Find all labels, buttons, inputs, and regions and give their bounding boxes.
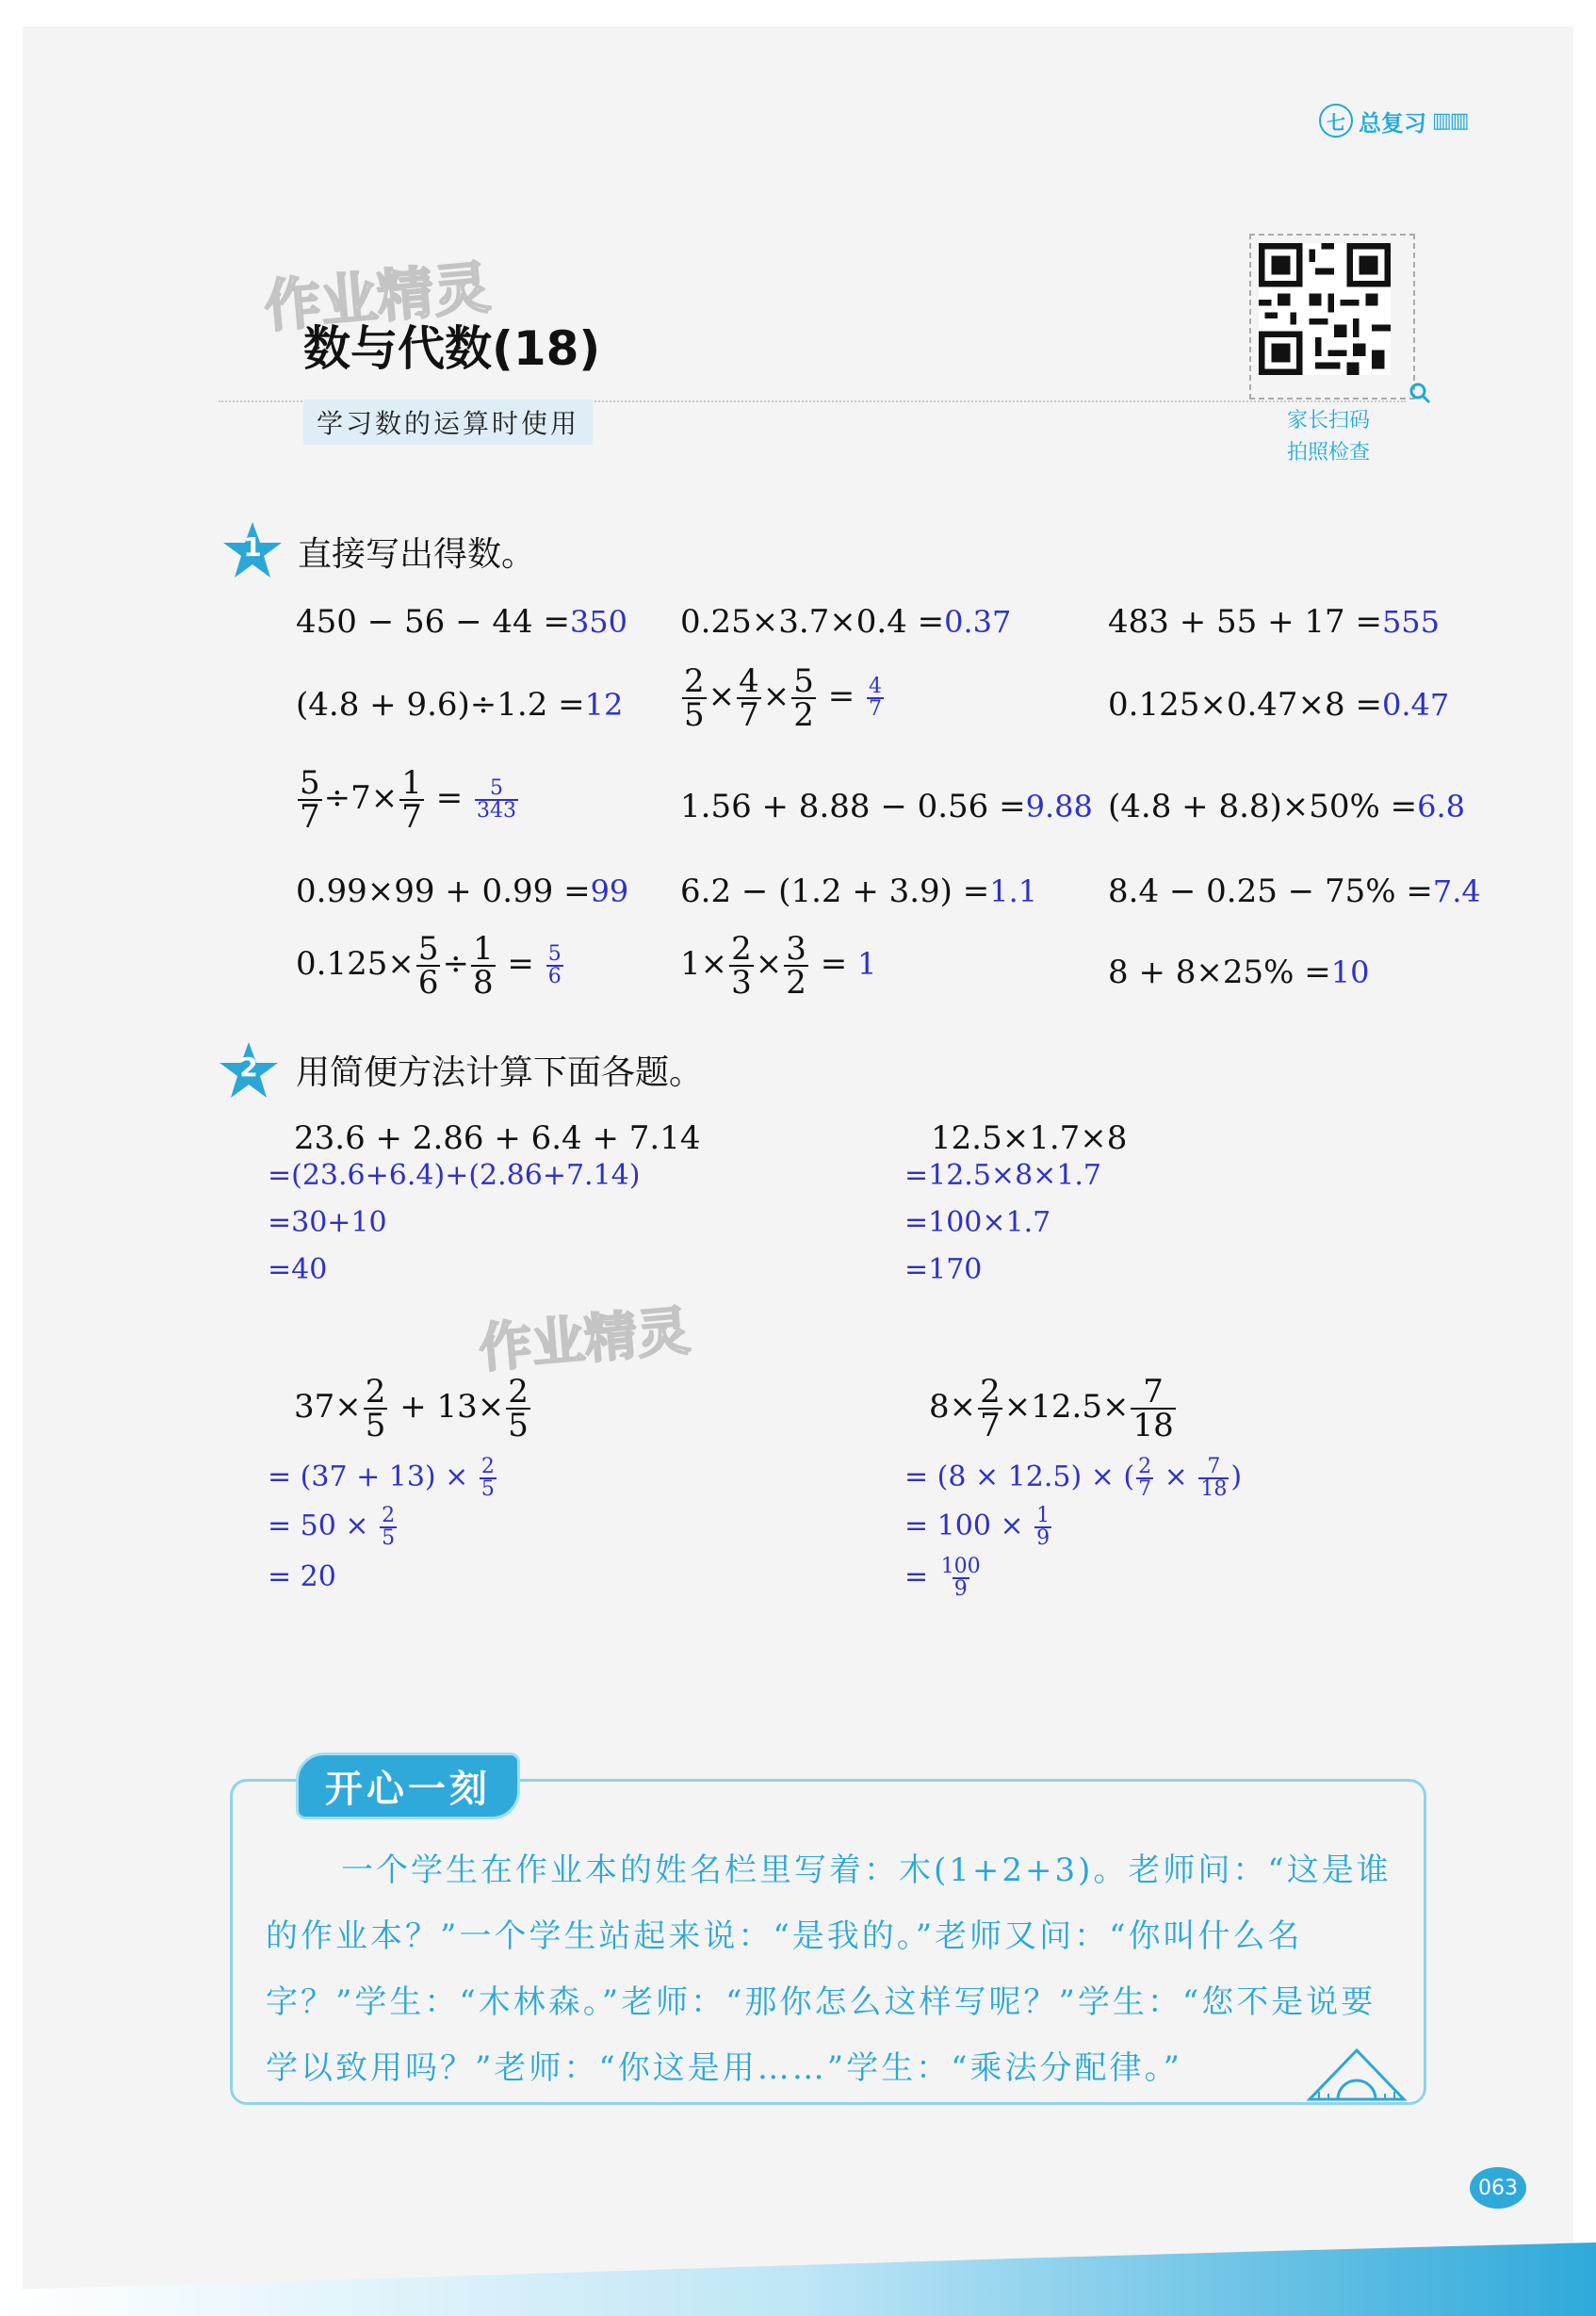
frac-den: 7 bbox=[401, 798, 422, 836]
section-tag bbox=[1319, 104, 1468, 138]
frac-num: 2 bbox=[508, 1373, 529, 1411]
star-icon bbox=[222, 520, 283, 580]
q1-r2c3-expr: 0.125×0.47×8 = bbox=[1108, 686, 1382, 724]
frac-den: 8 bbox=[472, 964, 494, 1002]
frac-den: 7 bbox=[739, 696, 759, 734]
happy-moment-text: 一个学生在作业本的姓名栏里写着：木(1+2+3)。老师问：“这是谁的作业本？”一个学生站起来说：“是我的。”老师又问：“你叫什么名字？”学生：“木林森。”老师：“那你怎么这样写呢？”学生：“您不是说要学以致用吗？”老师：“你这是用……”学生：“乘法分配律。” bbox=[266, 1851, 1392, 2087]
q1-r4c3 bbox=[1108, 873, 1481, 910]
frac-num: 2 bbox=[684, 662, 705, 700]
watermark-middle: 作业精灵 bbox=[476, 1300, 692, 1380]
frac-den: 5 bbox=[365, 1407, 386, 1444]
q1-r5c3-answer: 10 bbox=[1330, 954, 1370, 990]
q1-r1c2 bbox=[680, 603, 1011, 641]
frac-num: 2 bbox=[480, 1455, 495, 1478]
operator: ÷7× bbox=[323, 779, 399, 817]
step-text: = (37 + 13) × bbox=[268, 1460, 469, 1493]
q1-r4c2-expr: 6.2 − (1.2 + 3.9) = bbox=[680, 873, 990, 910]
q1-r5c1 bbox=[296, 930, 565, 1002]
step-text: = 50 × bbox=[268, 1509, 369, 1542]
equals: = bbox=[435, 779, 464, 817]
q1-r5c3 bbox=[1108, 954, 1369, 991]
q1-r1c3 bbox=[1108, 603, 1440, 641]
frac-num: 5 bbox=[793, 662, 814, 700]
frac-num: 5 bbox=[490, 776, 504, 800]
q1-r1c1 bbox=[296, 603, 627, 641]
frac-den: 7 bbox=[300, 798, 320, 836]
q2-p4-step1 bbox=[904, 1457, 1242, 1500]
section-number: 七 bbox=[1319, 104, 1353, 138]
q2-p2-expr: 12.5×1.7×8 bbox=[931, 1119, 1128, 1157]
q1-r3c3-expr: (4.8 + 8.8)×50% = bbox=[1108, 788, 1418, 825]
q2-p2-step3: =170 bbox=[904, 1253, 983, 1286]
page-subtitle: 学习数的运算时使用 bbox=[303, 400, 593, 445]
q1-r1c2-expr: 0.25×3.7×0.4 = bbox=[680, 603, 945, 641]
bars-icon: ▥▥ bbox=[1432, 108, 1468, 133]
frac-num: 2 bbox=[980, 1373, 1001, 1411]
q1-r5c2-answer: 1 bbox=[857, 946, 877, 982]
operator: × bbox=[755, 945, 783, 983]
magnifier-icon bbox=[1408, 381, 1432, 405]
q2-p1-step1: =(23.6+6.4)+(2.86+7.14) bbox=[268, 1159, 641, 1192]
lead: 37× bbox=[294, 1388, 362, 1426]
q1-r1c1-expr: 450 − 56 − 44 = bbox=[296, 603, 570, 641]
frac-num: 2 bbox=[365, 1373, 386, 1411]
q1-r1c2-answer: 0.37 bbox=[944, 604, 1012, 640]
ruler-icon bbox=[1300, 2043, 1413, 2109]
q1-r5c2 bbox=[680, 930, 877, 1002]
q2-p4-expr bbox=[929, 1373, 1178, 1444]
star-icon bbox=[219, 1040, 279, 1101]
frac-num: 100 bbox=[940, 1555, 981, 1578]
scan-label-line1: 家长扫码 bbox=[1286, 409, 1370, 432]
q1-r3c2-answer: 9.88 bbox=[1025, 789, 1093, 824]
q1-r2c2-answer bbox=[867, 677, 884, 720]
step-text: = 100 × bbox=[904, 1509, 1024, 1542]
lead: 1× bbox=[680, 945, 728, 983]
q1-r5c1-answer bbox=[546, 944, 563, 987]
q1-r3c1 bbox=[296, 764, 520, 836]
q1-r4c1-expr: 0.99×99 + 0.99 = bbox=[296, 873, 591, 910]
operator: ×12.5× bbox=[1003, 1388, 1130, 1426]
q1-r2c1-expr: (4.8 + 9.6)÷1.2 = bbox=[296, 686, 585, 724]
q1-r1c1-answer: 350 bbox=[569, 604, 628, 640]
q1-r4c2 bbox=[680, 873, 1037, 910]
frac-den: 18 bbox=[1200, 1477, 1228, 1501]
frac-num: 7 bbox=[1207, 1455, 1221, 1478]
q1-r3c3 bbox=[1108, 788, 1465, 825]
q1-r2c1 bbox=[296, 686, 623, 724]
equals: = bbox=[820, 945, 848, 983]
q2-p4-step2 bbox=[904, 1506, 1053, 1549]
q1-r2c3 bbox=[1108, 686, 1449, 724]
frac-num: 3 bbox=[786, 930, 806, 968]
q1-r3c2-expr: 1.56 + 8.88 − 0.56 = bbox=[680, 788, 1026, 825]
q2-p3-step2 bbox=[268, 1506, 399, 1549]
frac-den: 5 bbox=[508, 1407, 529, 1444]
q1-r2c1-answer: 12 bbox=[584, 687, 624, 723]
frac-den: 18 bbox=[1132, 1407, 1174, 1444]
frac-den: 2 bbox=[786, 964, 806, 1002]
q1-title: 直接写出得数。 bbox=[298, 535, 536, 574]
q1-r3c3-answer: 6.8 bbox=[1417, 789, 1466, 824]
q2-p1-step2: =30+10 bbox=[268, 1206, 387, 1239]
frac-num: 4 bbox=[869, 675, 883, 698]
q2-p1-step3: =40 bbox=[268, 1253, 328, 1286]
page-number: 063 bbox=[1470, 2167, 1526, 2209]
q1-r3c1-answer bbox=[475, 778, 518, 822]
q2-p3-step1 bbox=[268, 1457, 498, 1500]
frac-num: 5 bbox=[300, 764, 320, 802]
frac-den: 6 bbox=[417, 964, 439, 1002]
q2-p3-expr bbox=[294, 1373, 532, 1444]
q2-title: 用简便方法计算下面各题。 bbox=[296, 1053, 704, 1092]
frac-num: 4 bbox=[739, 662, 759, 700]
lead: 8× bbox=[929, 1388, 977, 1426]
q2-number: 2 bbox=[239, 1052, 258, 1083]
bottom-wave-decoration bbox=[0, 2224, 1596, 2316]
q2-p2-step2: =100×1.7 bbox=[904, 1206, 1051, 1239]
equals: = bbox=[827, 677, 855, 715]
q2-p1-expr: 23.6 + 2.86 + 6.4 + 7.14 bbox=[294, 1119, 701, 1157]
q1-r4c1 bbox=[296, 873, 628, 910]
operator: × bbox=[762, 677, 790, 715]
frac-num: 7 bbox=[1143, 1373, 1164, 1411]
frac-num: 5 bbox=[417, 930, 439, 968]
frac-den: 7 bbox=[980, 1407, 1001, 1444]
frac-den: 7 bbox=[869, 697, 883, 721]
q2-p2-step1: =12.5×8×1.7 bbox=[904, 1159, 1102, 1192]
frac-den: 9 bbox=[953, 1577, 968, 1601]
page-title: 数与代数(18) bbox=[303, 321, 601, 376]
q1-r5c3-expr: 8 + 8×25% = bbox=[1108, 954, 1331, 991]
q1-r1c3-expr: 483 + 55 + 17 = bbox=[1108, 603, 1382, 641]
q1-r4c3-answer: 7.4 bbox=[1432, 873, 1481, 909]
q2-p3-step3: = 20 bbox=[268, 1560, 336, 1593]
lead: 0.125× bbox=[296, 945, 415, 983]
operator: × bbox=[708, 677, 736, 715]
q1-r3c2 bbox=[680, 788, 1093, 825]
q1-r2c3-answer: 0.47 bbox=[1381, 687, 1450, 723]
frac-den: 343 bbox=[477, 799, 517, 823]
frac-num: 1 bbox=[472, 930, 494, 968]
frac-den: 5 bbox=[684, 696, 705, 734]
frac-den: 6 bbox=[547, 965, 562, 988]
frac-num: 1 bbox=[401, 764, 422, 802]
watermark-top: 作业精灵 bbox=[261, 254, 494, 341]
frac-num: 2 bbox=[731, 930, 752, 968]
q1-r4c1-answer: 99 bbox=[590, 873, 629, 909]
frac-den: 2 bbox=[793, 696, 814, 734]
q2-p4-step3 bbox=[904, 1557, 985, 1600]
scan-label-line2: 拍照检查 bbox=[1286, 441, 1370, 465]
step-text: = bbox=[904, 1560, 929, 1593]
operator: × bbox=[1164, 1460, 1188, 1493]
frac-den: 3 bbox=[731, 964, 752, 1002]
happy-moment-badge: 开心一刻 bbox=[296, 1753, 520, 1819]
q1-r1c3-answer: 555 bbox=[1381, 604, 1441, 640]
frac-den: 9 bbox=[1036, 1526, 1050, 1550]
frac-num: 1 bbox=[1036, 1504, 1050, 1527]
q1-number: 1 bbox=[243, 531, 262, 563]
frac-den: 5 bbox=[480, 1477, 495, 1501]
frac-num: 2 bbox=[382, 1504, 396, 1527]
frac-num: 5 bbox=[547, 942, 562, 966]
q1-r4c2-answer: 1.1 bbox=[989, 873, 1038, 909]
q1-r2c2 bbox=[680, 662, 886, 734]
section-name: 总复习 bbox=[1359, 109, 1426, 137]
q1-r4c3-expr: 8.4 − 0.25 − 75% = bbox=[1108, 873, 1433, 910]
frac-den: 7 bbox=[1138, 1477, 1152, 1501]
step-text: ) bbox=[1230, 1460, 1243, 1493]
frac-num: 2 bbox=[1138, 1455, 1152, 1478]
operator: + 13× bbox=[399, 1388, 505, 1426]
equals: = bbox=[507, 945, 534, 983]
operator: ÷ bbox=[442, 945, 469, 983]
frac-den: 5 bbox=[382, 1526, 396, 1550]
qr-code-icon[interactable] bbox=[1249, 234, 1415, 400]
step-text: = (8 × 12.5) × ( bbox=[904, 1460, 1135, 1493]
scan-label bbox=[1272, 405, 1385, 469]
